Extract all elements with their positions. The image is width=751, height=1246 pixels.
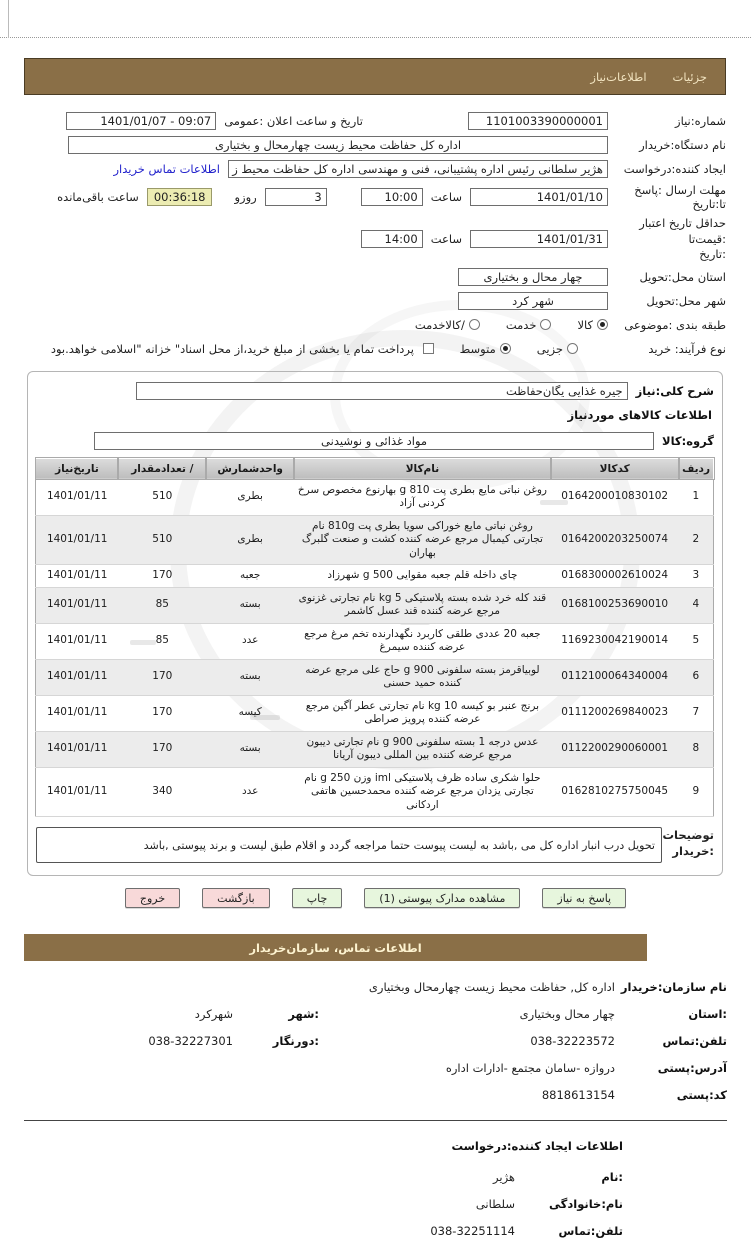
classification-label: طبقه بندی :موضوعی: [624, 318, 726, 333]
cell-row-number: 7: [679, 695, 714, 731]
row-delivery-province: [24, 268, 726, 287]
delivery-province-field[interactable]: چهار محال و بختیاری: [458, 268, 608, 286]
cell-need-date: 1401/01/11: [36, 565, 119, 588]
classification-option-label: خدمت: [505, 318, 537, 333]
cell-item-code: 0164200010830102: [551, 479, 679, 515]
postal-address-value: دروازه -سامان مجتمع -ادارات اداره: [445, 1060, 615, 1075]
table-row: [36, 565, 714, 588]
cell-row-number: 8: [679, 731, 714, 767]
table-row: [36, 659, 714, 695]
classification-option: [415, 318, 480, 332]
row-province-city: [24, 1002, 727, 1025]
cell-row-number: 6: [679, 659, 714, 695]
cell-unit: بسته: [206, 587, 294, 623]
org-name-label: نام سازمان:خریدار: [620, 979, 727, 994]
classification-option-label: کالا: [577, 318, 593, 333]
contact-grid: [24, 975, 727, 1106]
col-unit: واحدشمارش: [206, 458, 294, 479]
classification-radio[interactable]: [540, 319, 551, 330]
countdown-label: ساعت باقی‌مانده: [57, 190, 139, 204]
cell-item-code: 0112100064340004: [551, 659, 679, 695]
treasury-checkbox[interactable]: [423, 343, 434, 354]
need-number-label: شماره:نیاز: [675, 113, 726, 128]
cell-item-name: قند کله خرد شده بسته پلاستیکی 5 kg نام تجارتی غزنوی مرجع عرضه کننده قند عسل کاشمر: [294, 587, 551, 623]
row-creator-family: [0, 1192, 623, 1215]
cell-quantity: 510: [118, 515, 206, 565]
cell-need-date: 1401/01/11: [36, 731, 119, 767]
contact-phone-label: تلفن:تماس: [662, 1033, 727, 1048]
cell-need-date: 1401/01/11: [36, 587, 119, 623]
cell-row-number: 4: [679, 587, 714, 623]
tab-bar: [24, 58, 726, 95]
delivery-province-label: استان محل:تحویل: [639, 270, 726, 285]
cell-item-code: 1169230042190014: [551, 623, 679, 659]
items-table-header-row: [36, 458, 714, 479]
contact-phone-value: 038-32223572: [530, 1033, 615, 1048]
cell-item-name: چای داخله قلم جعبه مقوایی 500 g شهرزاد: [294, 565, 551, 588]
cell-unit: کیسه: [206, 695, 294, 731]
table-row: [36, 515, 714, 565]
cell-item-code: 0162810275750045: [551, 767, 679, 817]
cell-need-date: 1401/01/11: [36, 479, 119, 515]
cell-item-code: 0111200269840023: [551, 695, 679, 731]
process-option-label: متوسط: [459, 342, 496, 357]
contact-section-header: اطلاعات تماس، سازمان‌خریدار: [24, 934, 647, 961]
goods-group-field[interactable]: مواد غذائی و نوشیدنی: [94, 432, 654, 450]
col-need-date: تاریخ‌نیاز: [36, 458, 119, 479]
cell-unit: بطری: [206, 479, 294, 515]
creator-grid: [0, 1165, 623, 1242]
validity-date-field[interactable]: 1401/01/31: [470, 230, 608, 248]
days-label: روزو: [234, 190, 257, 204]
row-phone-fax: [24, 1029, 727, 1052]
contact-city-value: شهرکرد: [194, 1006, 233, 1021]
cell-unit: عدد: [206, 767, 294, 817]
deadline-date-field[interactable]: 1401/01/10: [470, 188, 608, 206]
back-button[interactable]: بازگشت: [202, 888, 270, 908]
row-classification: [24, 316, 726, 335]
row-postal-code: [24, 1083, 727, 1106]
tab-need-info[interactable]: اطلاعات‌نیاز: [590, 69, 647, 84]
items-panel: [27, 371, 723, 877]
table-row: [36, 587, 714, 623]
cell-item-code: 0164200203250074: [551, 515, 679, 565]
buyer-contact-link[interactable]: اطلاعات تماس خریدار: [113, 161, 220, 176]
classification-options: [389, 318, 608, 332]
table-row: [36, 731, 714, 767]
row-goods-group: [36, 432, 714, 450]
row-buyer-device: [24, 135, 726, 154]
announce-datetime-field[interactable]: 1401/01/07 - 09:07: [66, 112, 216, 130]
row-request-creator: [24, 159, 726, 178]
general-form: [24, 111, 726, 359]
postal-address-label: آدرس:پستی: [657, 1060, 727, 1075]
classification-option: [577, 318, 608, 332]
table-row: [36, 479, 714, 515]
cell-quantity: 170: [118, 659, 206, 695]
request-creator-label: ایجاد کننده:درخواست: [623, 161, 726, 176]
contact-fax-value: 038-32227301: [148, 1033, 233, 1048]
need-number-field[interactable]: 1101003390000001: [468, 112, 608, 130]
row-delivery-city: [24, 292, 726, 311]
cell-unit: عدد: [206, 623, 294, 659]
reply-deadline-label: مهلت ارسال :پاسخ تا:تاریخ: [634, 183, 726, 211]
deadline-hour-label: ساعت: [430, 190, 462, 204]
need-description-field[interactable]: جیره غذایی یگان‌حفاظت: [136, 382, 628, 400]
buyer-device-label: نام دستگاه:خریدار: [639, 137, 726, 152]
cell-need-date: 1401/01/11: [36, 623, 119, 659]
buyer-notes-label: توضیحات :خریدار: [662, 828, 714, 859]
cell-quantity: 170: [118, 731, 206, 767]
action-buttons: [0, 888, 751, 908]
cell-quantity: 340: [118, 767, 206, 817]
creator-section-title: اطلاعات ایجاد کننده:درخواست: [451, 1139, 623, 1154]
col-row-number: ردیف: [679, 458, 714, 479]
cell-unit: بطری: [206, 515, 294, 565]
table-row: [36, 767, 714, 817]
cell-item-code: 0112200290060001: [551, 731, 679, 767]
section-divider: [24, 1120, 727, 1121]
view-attachments-button[interactable]: مشاهده مدارک پیوستی (1): [364, 888, 520, 908]
cell-need-date: 1401/01/11: [36, 515, 119, 565]
row-postal-address: [24, 1056, 727, 1079]
cell-item-name: روغن نباتی مایع خوراکی سویا بطری پت 810g نام تجارتی کیمبال مرجع عرضه کننده کشت و صنعت گلبرگ بهاران: [294, 515, 551, 565]
cell-unit: بسته: [206, 659, 294, 695]
table-row: [36, 623, 714, 659]
classification-radio[interactable]: [597, 319, 608, 330]
postal-code-value: 8818613154: [541, 1087, 615, 1102]
process-radio[interactable]: [500, 343, 511, 354]
cell-need-date: 1401/01/11: [36, 659, 119, 695]
row-creator-name: [0, 1165, 623, 1188]
row-creator-phone: [0, 1219, 623, 1242]
cell-need-date: 1401/01/11: [36, 695, 119, 731]
row-process-type: [24, 340, 726, 359]
col-quantity: / تعدادمقدار: [118, 458, 206, 479]
request-creator-field[interactable]: هژیر سلطانی رئیس اداره پشتیبانی، فنی و مهندسی اداره کل حفاظت محیط ز: [228, 160, 608, 178]
cell-item-name: جعبه 20 عددی طلقی کاربرد نگهدارنده تخم مرغ مرجع عرضه کننده سیمرغ: [294, 623, 551, 659]
cell-quantity: 85: [118, 623, 206, 659]
buyer-notes-field[interactable]: تحویل درب انبار اداره کل می ,باشد به لیست پیوست حتما مراجعه گردد و اقلام طبق لیست و برند پیوستی ,باشد: [36, 827, 662, 863]
deadline-time-field[interactable]: 10:00: [361, 188, 423, 206]
process-radio[interactable]: [567, 343, 578, 354]
creator-family-label: نام:خانوادگی: [549, 1196, 623, 1211]
creator-phone-label: تلفن:تماس: [558, 1223, 623, 1238]
cell-item-name: لوبیاقرمز بسته سلفونی 900 g حاج علی مرجع عرضه کننده حمید حسنی: [294, 659, 551, 695]
classification-radio[interactable]: [469, 319, 480, 330]
reply-to-need-button[interactable]: پاسخ به نیاز: [542, 888, 626, 908]
cell-row-number: 2: [679, 515, 714, 565]
row-need-description: [36, 382, 714, 400]
cell-quantity: 510: [118, 479, 206, 515]
process-options: [434, 342, 578, 356]
countdown-badge: 00:36:18: [147, 188, 213, 206]
cell-quantity: 85: [118, 587, 206, 623]
cell-quantity: 170: [118, 565, 206, 588]
top-divider: [0, 0, 751, 38]
buyer-device-field[interactable]: اداره کل حفاظت محیط زیست چهارمحال و بختیاری: [68, 136, 608, 154]
cell-row-number: 5: [679, 623, 714, 659]
process-type-label: نوع فرآیند: خرید: [648, 342, 726, 357]
validity-time-field[interactable]: 14:00: [361, 230, 423, 248]
creator-family-value: سلطانی: [475, 1196, 515, 1211]
creator-name-value: هژیر: [493, 1169, 515, 1184]
process-option: [537, 342, 578, 356]
contact-fax-label: :دورنگار: [272, 1033, 319, 1048]
cell-item-name: عدس درجه 1 بسته سلفونی 900 g نام تجارتی دیبون مرجع عرضه کننده بین المللی دیبون آریانا: [294, 731, 551, 767]
classification-option: [506, 318, 552, 332]
cell-unit: جعبه: [206, 565, 294, 588]
goods-group-label: گروه:کالا: [662, 433, 714, 448]
creator-name-label: :نام: [601, 1169, 623, 1184]
process-option-label: جزیی: [536, 342, 563, 357]
contact-province-value: چهار محال وبختیاری: [519, 1006, 615, 1021]
price-validity-label: حداقل تاریخ اعتبار :قیمت‌تا :تاریخ: [639, 216, 726, 262]
items-table: [35, 458, 714, 818]
row-price-validity: [24, 216, 726, 263]
col-item-name: نام‌کالا: [294, 458, 551, 479]
contact-city-label: :شهر: [288, 1006, 319, 1021]
cell-quantity: 170: [118, 695, 206, 731]
exit-button[interactable]: خروج: [125, 888, 180, 908]
creator-phone-value: 038-32251114: [430, 1223, 515, 1238]
print-button[interactable]: چاپ: [292, 888, 343, 908]
cell-row-number: 1: [679, 479, 714, 515]
process-option: [460, 342, 511, 356]
cell-item-name: برنج عنبر بو کیسه 10 kg نام تجارتی عطر آگین مرجع عرضه کننده پرویز صراطی: [294, 695, 551, 731]
treasury-option: [51, 342, 434, 356]
row-buyer-notes: [36, 827, 714, 863]
cell-unit: بسته: [206, 731, 294, 767]
cell-need-date: 1401/01/11: [36, 767, 119, 817]
contact-province-label: :استان: [688, 1006, 727, 1021]
cell-row-number: 9: [679, 767, 714, 817]
table-row: [36, 695, 714, 731]
col-item-code: کدکالا: [551, 458, 679, 479]
validity-hour-label: ساعت: [430, 232, 462, 247]
cell-item-name: حلوا شکری ساده ظرف پلاستیکی iml وزن 250 g نام تجارتی یزدان مرجع عرضه کننده محمدحسین هاتفی اردکانی: [294, 767, 551, 817]
cell-item-code: 0168300002610024: [551, 565, 679, 588]
treasury-checkbox-label: پرداخت تمام یا بخشی از مبلغ خرید،از محل اسناد" خزانه "اسلامی خواهد.بود: [50, 342, 414, 357]
row-need-number: [24, 111, 726, 130]
classification-option-label: /کالاخدمت: [414, 318, 465, 333]
edge-line: [8, 0, 9, 38]
cell-item-code: 0168100253690010: [551, 587, 679, 623]
cell-row-number: 3: [679, 565, 714, 588]
delivery-city-field[interactable]: شهر کرد: [458, 292, 608, 310]
need-description-label: شرح کلی:نیاز: [635, 383, 714, 398]
row-org-name: [24, 975, 727, 998]
announce-label: تاریخ و ساعت اعلان :عمومی: [224, 113, 363, 128]
cell-item-name: روغن نباتی مایع بطری پت 810 g بهارنوع مخصوص سرخ کردنی آزاد: [294, 479, 551, 515]
row-reply-deadline: [24, 183, 726, 211]
postal-code-label: کد:پستی: [676, 1087, 727, 1102]
delivery-city-label: شهر محل:تحویل: [646, 294, 726, 309]
days-field[interactable]: 3: [265, 188, 327, 206]
items-table-body: [36, 479, 714, 817]
items-section-title: اطلاعات کالاهای موردنیاز: [567, 407, 712, 422]
org-name-value: اداره کل, حفاظت محیط زیست چهارمحال وبختیاری: [368, 979, 615, 994]
tab-details[interactable]: جزئیات: [672, 69, 707, 84]
